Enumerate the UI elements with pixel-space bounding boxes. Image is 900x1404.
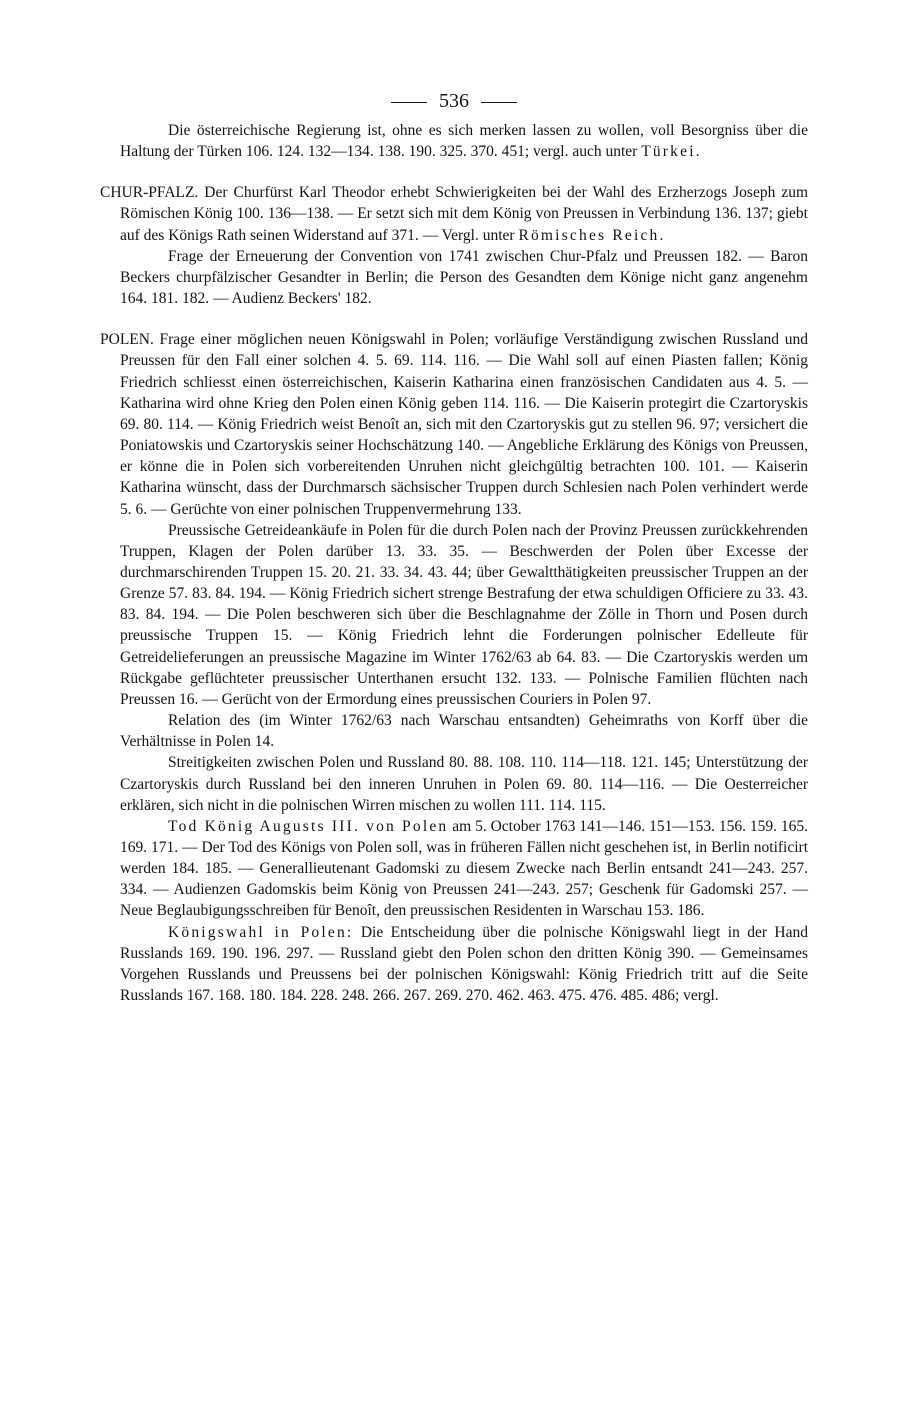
chur-pfalz-end-1: . [659,226,664,244]
cross-reference-tuerkei: Türkei [641,143,696,161]
polen-paragraph-3: Relation des (im Winter 1762/63 nach Warschau entsandten) Geheimraths von Korff über die Verhältnisse in Polen 14. [120,712,808,751]
entry-continuation [100,120,808,162]
polen-paragraph-5 [100,816,808,922]
subheading-koenigswahl: Königswahl in Polen: [168,923,354,941]
polen-text-1: Frage einer möglichen neuen Königswahl in Polen; vorläufige Verständigung zwischen Russland und Preussen für den Fall einer solchen 4. 5. 69. 114. 116. — Die Wahl soll auf einen Piasten fallen; König Friedrich schliesst einen österreichischen, Kaiserin Katharina einen französischen Candidaten aus 4. 5. — Katharina wird ohne Krieg den Polen einen König geben 114. 116. — Die Kaiserin protegirt die Czartoryskis 69. 80. 114. — König Friedrich weist Benoît an, sich mit den Czartoryskis gut zu stellen 96. 97; versichert die Poniatowskis und Czartoryskis seiner Hochschätzung 140. — Angebliche Erklärung des Königs von Preussen, er könne die in Polen sich vorbereitenden Unruhen nicht gleichgültig betrachten 100. 101. — Kaiserin Katharina wünscht, dass der Durchmarsch sächsischer Truppen durch Schlesien nach Polen verhindert werde 5. 6. — Gerüchte von einer polnischen Truppenvermehrung 133. [120,331,808,518]
entry-chur-pfalz [100,182,808,309]
polen-paragraph-1 [100,329,808,519]
subheading-tod-koenig-augusts: Tod König Augusts III. von Polen [168,817,449,835]
header-rule-left [391,102,427,103]
entry-heading-polen: POLEN. [100,331,154,349]
polen-paragraph-2: Preussische Getreideankäufe in Polen für die durch Polen nach der Provinz Preussen zurückkehrenden Truppen, Klagen der Polen darüber 13. 33. 35. — Beschwerden der Polen über Excesse der durchmarschirenden Truppen 15. 20. 21. 33. 34. 43. 44; über Gewaltthätigkeiten preussischer Truppen an der Grenze 57. 83. 84. 194. — König Friedrich sichert strenge Bestrafung der etwa schuldigen Officiere zu 33. 43. 83. 84. 194. — Die Polen beschweren sich über die Beschlagnahme der Zölle in Thorn und Posen durch preussische Truppen 15. — König Friedrich lehnt die Forderungen polnischer Edelleute für Getreidelieferungen an preussische Magazine im Winter 1762/63 ab 64. 83. — Die Czartoryskis werden um Rückgabe geflüchteter preussischer Unterthanen ersucht 132. 133. — Polnische Familien flüchten nach Preussen 16. — Gerücht von der Ermordung eines preussischen Couriers in Polen 97. [120,521,808,708]
chur-pfalz-text-1: Der Churfürst Karl Theodor erhebt Schwierigkeiten bei der Wahl des Erzherzogs Joseph zum Römischen König 100. 136—138. — Er setzt sich mit dem König von Preussen in Verbindung 136. 137; giebt auf des Königs Rath seinen Widerstand auf 371. — Vergl. unter [120,184,808,244]
intro-end: . [695,143,700,161]
book-page [100,84,808,1026]
chur-pfalz-paragraph-1 [100,182,808,245]
intro-paragraph [100,120,808,162]
entry-polen [100,329,808,1006]
cross-reference-roemisches-reich: Römisches Reich [518,226,660,244]
entry-heading-chur-pfalz: CHUR-PFALZ. [100,184,199,202]
intro-text: Die österreichische Regierung ist, ohne es sich merken lassen zu wollen, voll Besorgniss über die Haltung der Türken 106. 124. 132—134. 138. 190. 325. 370. 451; vergl. auch unter [120,122,808,161]
polen-paragraph-4: Streitigkeiten zwischen Polen und Russland 80. 88. 108. 110. 114—118. 121. 145; Unterstützung der Czartoryskis durch Russland bei den inneren Unruhen in Polen 69. 80. 114—116. — Die Oesterreicher erklären, sich nicht in die polnischen Wirren mischen zu wollen 111. 114. 115. [120,754,808,814]
page-header [100,84,808,118]
polen-paragraph-6 [100,922,808,1007]
polen-text-6: Die Entscheidung über die polnische Königswahl liegt in der Hand Russlands 169. 190. 196. 297. — Russland giebt den Polen schon den dritten König 390. — Gemeinsames Vorgehen Russlands und Preussens bei der polnischen Königswahl: König Friedrich tritt auf die Seite Russlands 167. 168. 180. 184. 228. 248. 266. 267. 269. 270. 462. 463. 475. 476. 485. 486; vergl. [120,923,808,1005]
page-number: 536 [439,90,469,112]
header-rule-right [481,102,517,103]
chur-pfalz-paragraph-2: Frage der Erneuerung der Convention von 1741 zwischen Chur-Pfalz und Preussen 182. — Baron Beckers churpfälzischer Gesandter in Berlin; die Person des Gesandten dem Könige nicht ganz angenehm 164. 181. 182. — Audienz Beckers' 182. [120,247,808,308]
polen-text-5: am 5. October 1763 141—146. 151—153. 156. 159. 165. 169. 171. — Der Tod des Königs von Polen soll, was in früheren Fällen nicht geschehen ist, in Berlin notificirt werden 184. 185. — Generallieutenant Gadomski zu diesem Zwecke nach Berlin entsandt 241—243. 257. 334. — Audienzen Gadomskis beim König von Preussen 241—243. 257; Geschenk für Gadomski 257. — Neue Beglaubigungsschreiben für Benoît, den preussischen Residenten in Warschau 153. 186. [120,817,808,920]
